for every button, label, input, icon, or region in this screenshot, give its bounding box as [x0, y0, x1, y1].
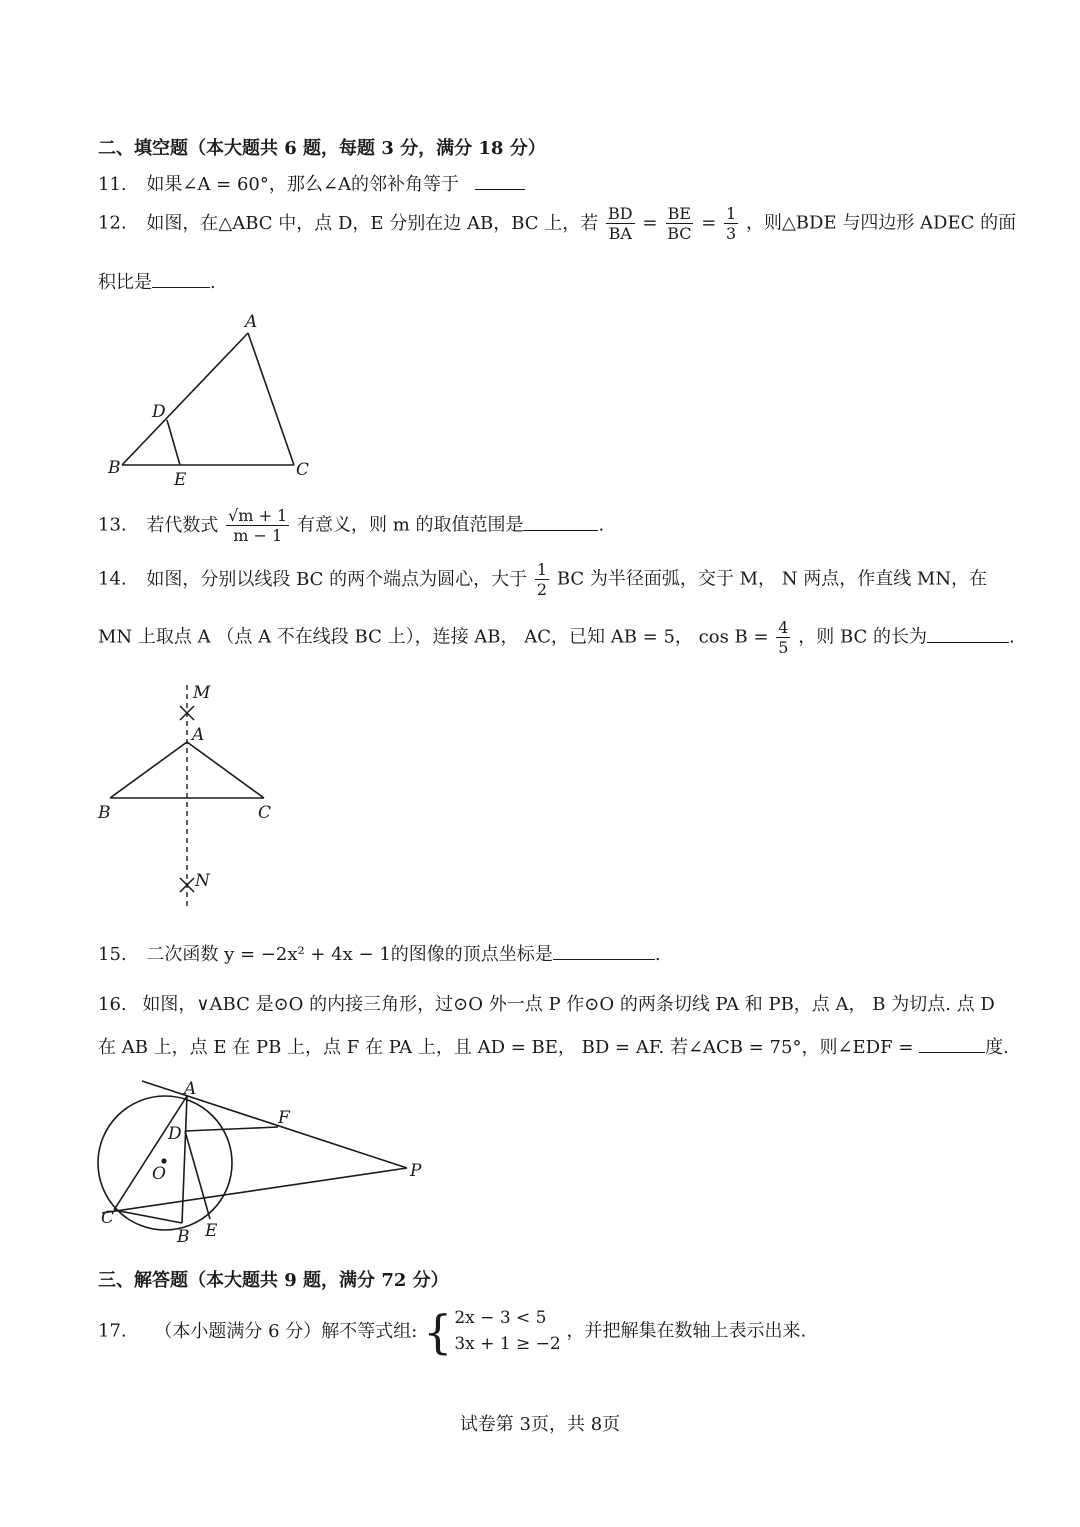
question-16: [98, 990, 995, 1016]
label-n: N: [195, 871, 210, 891]
question-12: [98, 204, 1016, 243]
question-11: [98, 170, 525, 196]
frac-num: BD: [608, 204, 633, 223]
label-f: F: [278, 1108, 290, 1128]
page-footer: 试卷第 3页，共 8页: [459, 1414, 621, 1435]
q16-number: 16.: [98, 994, 127, 1015]
q13-text-b: 有意义，则 m 的取值范围是: [296, 514, 524, 536]
q12-text-a: 如图，在△ABC 中，点 D，E 分别在边 AB，BC 上，若: [146, 212, 599, 234]
q12-frac-one-third: [724, 204, 738, 243]
segment-df: [185, 1127, 278, 1131]
inequality-2: 3x + 1 ≥ −2: [454, 1333, 561, 1354]
figure-16-circle-tangents: [92, 1073, 432, 1248]
section-3-header: 三、解答题（本大题共 9 题，满分 72 分）: [98, 1270, 449, 1291]
q13-number: 13.: [98, 514, 127, 536]
q15-number: 15.: [98, 944, 127, 965]
q13-answer-blank: [523, 512, 598, 531]
q11-text: 如果∠A = 60°，那么∠A的邻补角等于: [146, 174, 459, 195]
frac-den: 5: [778, 638, 789, 658]
label-b: B: [108, 458, 121, 478]
q12-frac-bd-ba: [606, 204, 635, 243]
q13-frac: [226, 506, 289, 545]
q14-text-a: 如图，分别以线段 BC 的两个端点为圆心，大于: [146, 568, 528, 590]
frac-den: 3: [726, 224, 737, 244]
figure-12-triangle: [100, 305, 330, 490]
q17-text-a: （本小题满分 6 分）解不等式组:: [154, 1320, 418, 1342]
section-2-header: 二、填空题（本大题共 6 题，每题 3 分，满分 18 分）: [98, 138, 546, 159]
label-a: A: [245, 312, 258, 332]
frac-num: 1: [536, 560, 548, 579]
tangent-pa: [142, 1081, 407, 1168]
question-13: [98, 506, 604, 545]
q17-text-b: ，并把解集在数轴上表示出来.: [566, 1320, 807, 1342]
q16-answer-blank: [919, 1034, 985, 1053]
q14-frac-half: [535, 560, 549, 599]
q13-text-a: 若代数式: [146, 514, 219, 536]
segment-ac: [187, 742, 264, 798]
frac-den: 2: [536, 580, 548, 600]
q12-text-line2: 积比是: [98, 272, 152, 293]
label-e: E: [205, 1221, 218, 1241]
q12-number: 12.: [98, 212, 127, 234]
q15-text: 二次函数 y = −2x² + 4x − 1的图像的顶点坐标是: [146, 944, 553, 965]
q11-answer-blank: [475, 171, 525, 190]
segment-ac: [248, 333, 294, 465]
tangent-pb: [102, 1168, 407, 1213]
q12-end: .: [210, 272, 216, 293]
q17-inequality-system: [423, 1306, 561, 1357]
label-c: C: [296, 460, 310, 480]
q12-eq1: =: [642, 212, 658, 234]
label-d: D: [168, 1124, 182, 1144]
label-a: A: [192, 725, 205, 745]
question-17: [98, 1306, 806, 1357]
q14-answer-blank: [927, 624, 1009, 643]
q14-text-b: BC 为半径面弧，交于 M， N 两点，作直线 MN，在: [556, 568, 988, 590]
segment-de: [167, 420, 180, 465]
label-o: O: [152, 1164, 166, 1184]
arc-mark-m: [180, 706, 194, 720]
frac-num: 4: [778, 618, 789, 637]
brace-icon: {: [423, 1304, 453, 1359]
question-16-line2: [98, 1033, 1009, 1059]
q12-text-b: ，则△BDE 与四边形 ADEC 的面: [745, 212, 1017, 234]
q17-number: 17.: [98, 1320, 127, 1342]
q16-end: 度.: [985, 1037, 1009, 1058]
q14-frac-four-fifths: [776, 618, 790, 657]
q12-eq2: =: [701, 212, 717, 234]
q16-line2: 在 AB 上，点 E 在 PB 上，点 F 在 PA 上，且 AD = BE， BD = AF. 若∠ACB = 75°，则∠EDF =: [98, 1037, 914, 1058]
frac-den: m − 1: [233, 526, 283, 546]
label-p: P: [410, 1161, 422, 1181]
q12-frac-be-bc: [665, 204, 693, 243]
q12-answer-blank: [152, 269, 210, 288]
center-dot-o: [161, 1158, 166, 1163]
frac-num: 1: [726, 204, 737, 223]
segment-ab: [110, 742, 187, 798]
question-12-line2: [98, 268, 216, 294]
segment-ab: [182, 1096, 187, 1223]
figure-14-construction: [92, 680, 292, 915]
frac-num: √m + 1: [228, 506, 288, 525]
q15-answer-blank: [553, 941, 655, 960]
label-c: C: [258, 803, 272, 823]
segment-ba: [122, 333, 248, 465]
arc-mark-n: [180, 878, 194, 892]
q14-text-d: ，则 BC 的长为: [798, 626, 927, 648]
label-d: D: [152, 402, 166, 422]
question-15: [98, 940, 661, 966]
inequality-1: 2x − 3 < 5: [454, 1308, 547, 1328]
segment-de: [185, 1131, 210, 1219]
question-14: [98, 560, 987, 599]
segment-ac: [114, 1096, 187, 1210]
label-m: M: [193, 683, 211, 703]
q15-end: .: [654, 944, 661, 965]
label-e: E: [174, 470, 187, 490]
q14-end: .: [1009, 626, 1015, 648]
question-14-line2: [98, 618, 1015, 657]
inequality-rows: [454, 1306, 560, 1357]
frac-num: BE: [667, 204, 692, 223]
label-b: B: [177, 1227, 190, 1247]
frac-den: BC: [667, 224, 692, 244]
q16-line1: 如图，∨ABC 是⊙O 的内接三角形，过⊙O 外一点 P 作⊙O 的两条切线 PA 和 PB，点 A， B 为切点. 点 D: [142, 994, 995, 1015]
label-c: C: [101, 1208, 115, 1228]
q14-number: 14.: [98, 568, 127, 590]
q14-text-c: MN 上取点 A （点 A 不在线段 BC 上），连接 AB， AC，已知 AB = 5， cos B =: [98, 626, 769, 648]
frac-den: BA: [608, 224, 632, 244]
label-b: B: [98, 803, 111, 823]
q11-number: 11.: [98, 174, 127, 195]
label-a: A: [184, 1079, 197, 1099]
q13-end: .: [598, 514, 605, 536]
